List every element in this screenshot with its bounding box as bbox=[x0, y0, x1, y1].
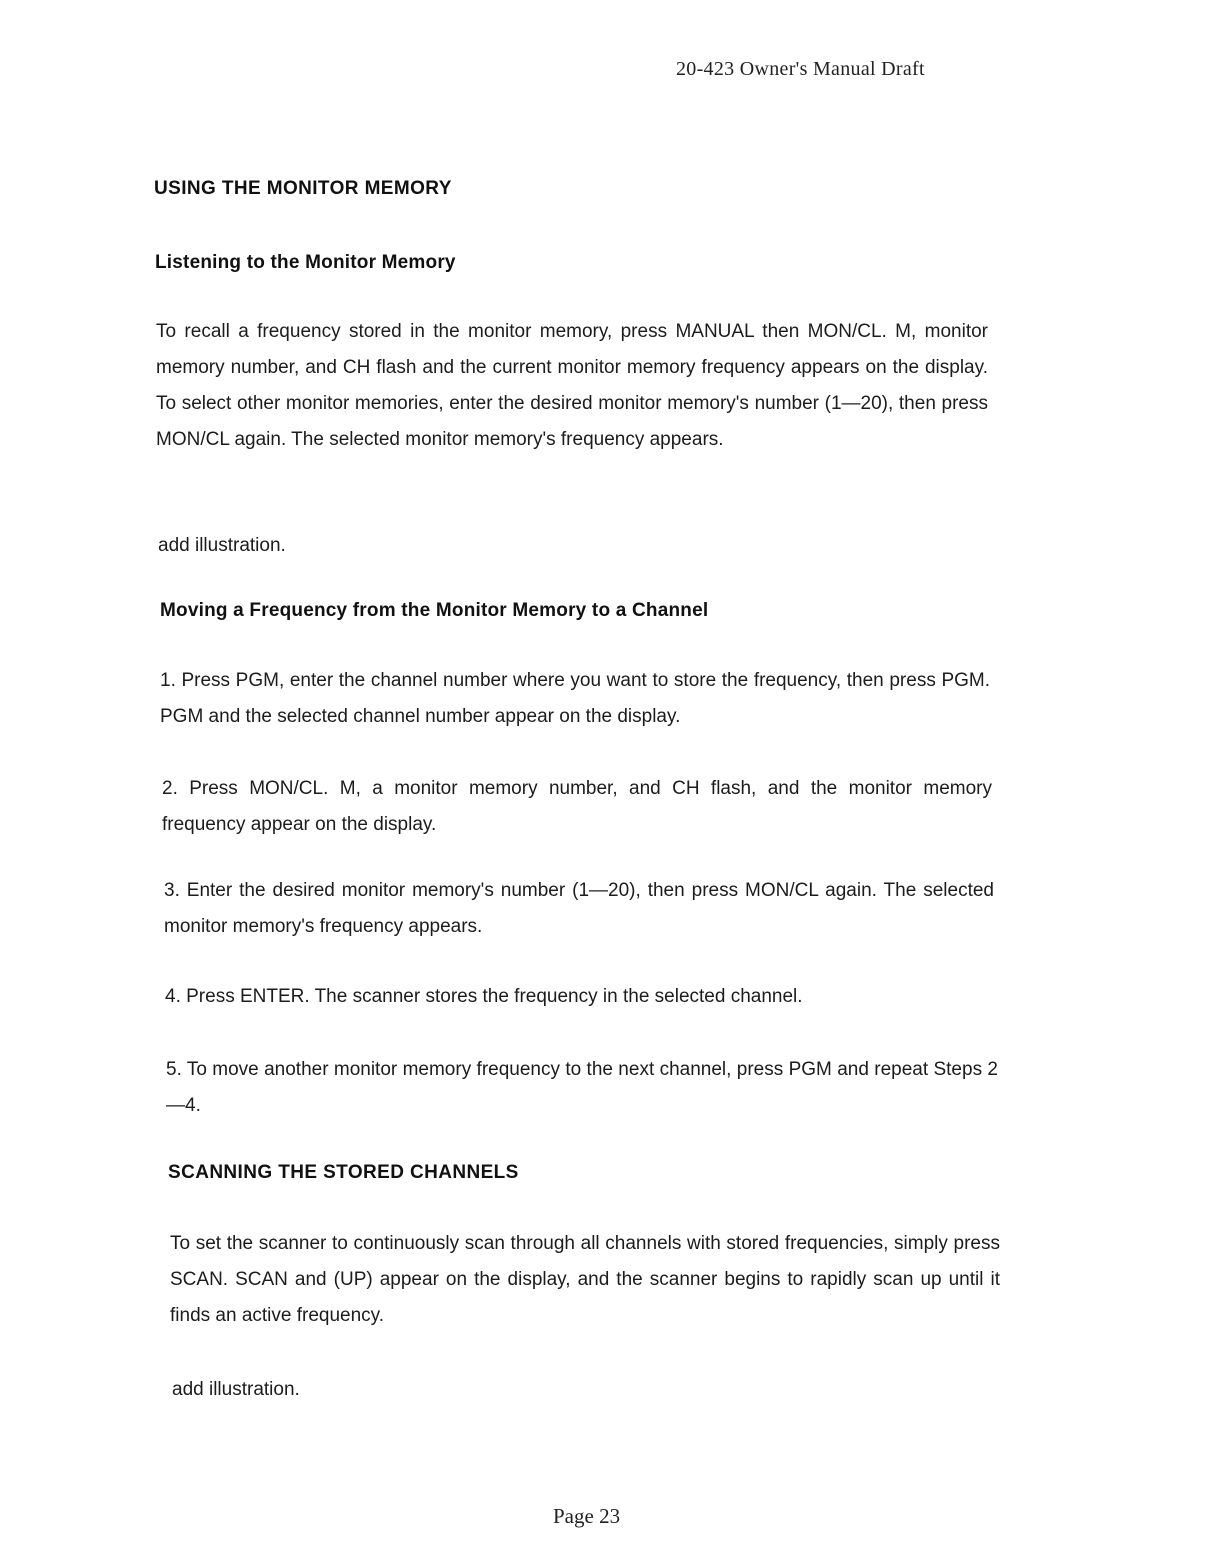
subheading-listening: Listening to the Monitor Memory bbox=[155, 252, 456, 273]
step-5: 5. To move another monitor memory frequency to the next channel, press PGM and repeat Steps 2—4. bbox=[166, 1059, 998, 1116]
step-2: 2. Press MON/CL. M, a monitor memory number, and CH flash, and the monitor memory frequency appear on the display. bbox=[162, 778, 992, 835]
note-add-illustration-1: add illustration. bbox=[158, 535, 286, 556]
step-3: 3. Enter the desired monitor memory's number (1—20), then press MON/CL again. The selected monitor memory's frequency appears. bbox=[164, 880, 994, 937]
page-number: Page 23 bbox=[553, 1504, 621, 1528]
running-header: 20-423 Owner's Manual Draft bbox=[676, 58, 925, 80]
section-heading-monitor-memory: USING THE MONITOR MEMORY bbox=[154, 178, 452, 199]
section-heading-scanning: SCANNING THE STORED CHANNELS bbox=[168, 1162, 519, 1183]
step-1: 1. Press PGM, enter the channel number where you want to store the frequency, then press PGM. PGM and the selected channel number appear on the display. bbox=[160, 670, 990, 727]
paragraph-listening: To recall a frequency stored in the monitor memory, press MANUAL then MON/CL. M, monitor memory number, and CH flash and the current monitor memory frequency appears on the display. To select other monitor memories, enter the desired monitor memory's number (1—20), then press MON/CL again. The selected monitor memory's frequency appears. bbox=[156, 321, 988, 450]
paragraph-scanning: To set the scanner to continuously scan through all channels with stored frequencies, simply press SCAN. SCAN and (UP) appear on the display, and the scanner begins to rapidly scan up until it finds an active frequency. bbox=[170, 1233, 1000, 1326]
subheading-moving-frequency: Moving a Frequency from the Monitor Memory to a Channel bbox=[160, 600, 709, 621]
step-4: 4. Press ENTER. The scanner stores the frequency in the selected channel. bbox=[165, 986, 803, 1007]
note-add-illustration-2: add illustration. bbox=[172, 1379, 300, 1400]
